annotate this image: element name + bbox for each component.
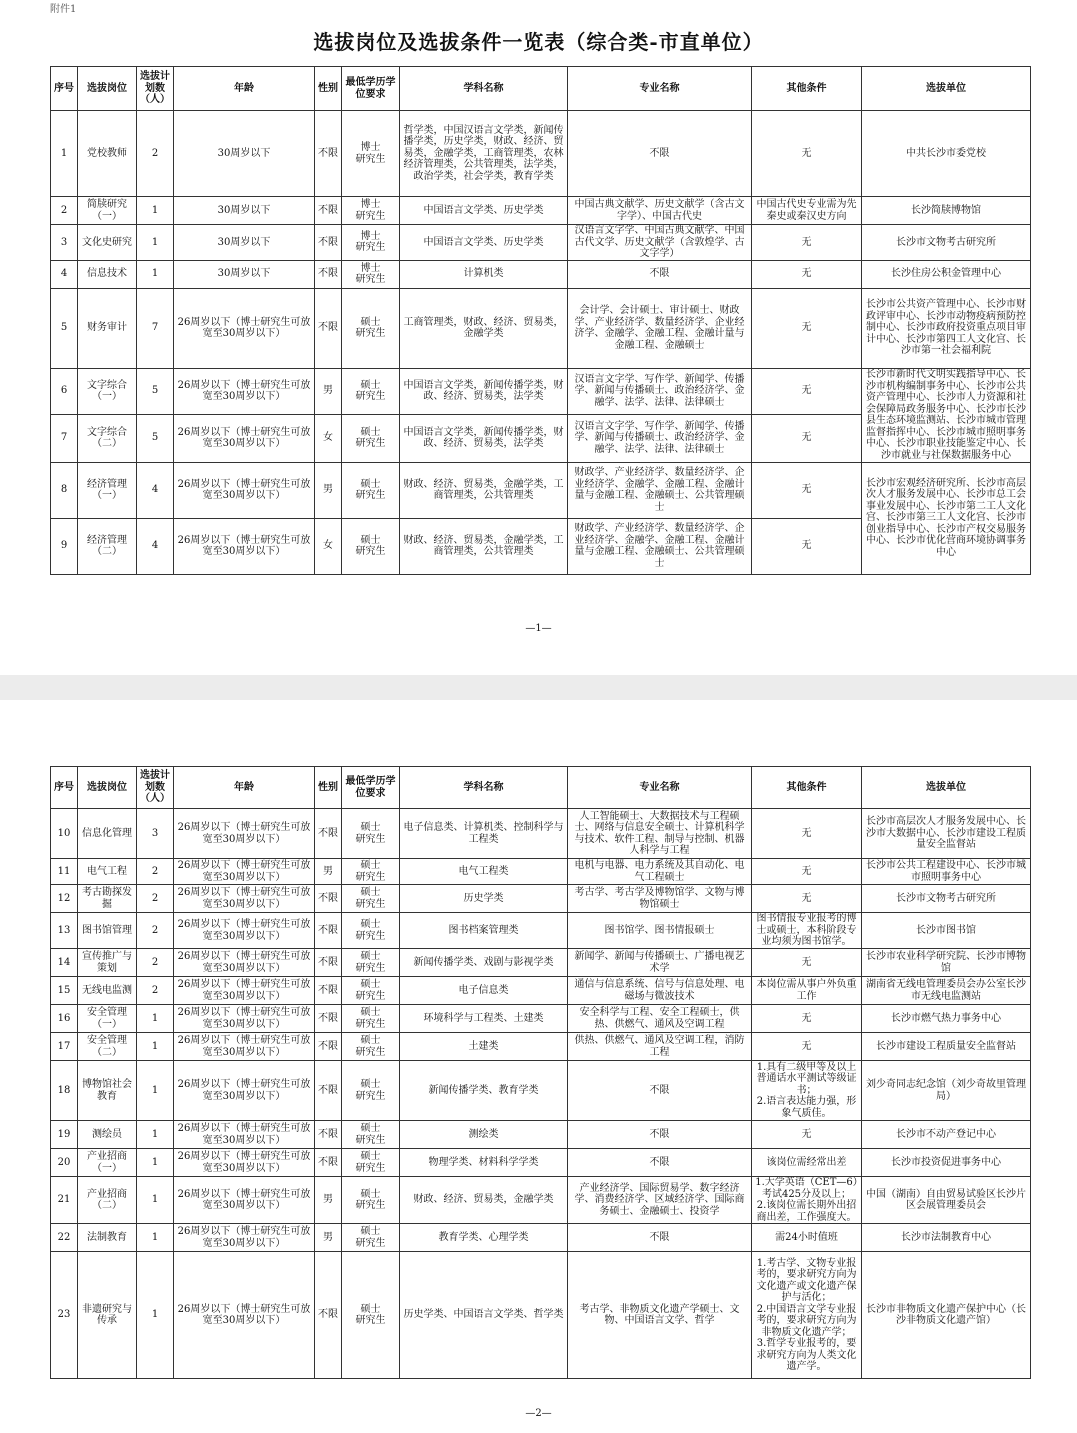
- cell-discipline: 历史学类: [400, 885, 568, 913]
- cell-post: 安全管理（一）: [78, 1005, 137, 1033]
- cell-discipline: 测绘类: [400, 1121, 568, 1149]
- cell-post: 产业招商（一）: [78, 1149, 137, 1177]
- cell-unit: 中国（湖南）自由贸易试验区长沙片区会展管理委员会: [862, 1177, 1031, 1224]
- cell-age: 26周岁以下（博士研究生可放宽至30周岁以下）: [174, 1061, 315, 1121]
- cell-gender: 不限: [315, 1061, 342, 1121]
- table-row: [51, 1149, 1031, 1177]
- cell-major: 不限: [568, 1224, 752, 1252]
- cell-post: 经济管理（二）: [78, 518, 137, 574]
- cell-plan: 2: [137, 913, 174, 949]
- cell-major: 汉语言文字学、中国古典文献学、中国古代文学、历史文献学（含敦煌学、古文字学）: [568, 225, 752, 261]
- cell-discipline: 历史学类、中国语言文学类、哲学类: [400, 1252, 568, 1379]
- cell-other: 无: [752, 885, 862, 913]
- cell-gender: 不限: [315, 949, 342, 977]
- cell-age: 26周岁以下（博士研究生可放宽至30周岁以下）: [174, 1224, 315, 1252]
- cell-post: 文字综合（一）: [78, 368, 137, 414]
- cell-plan: 1: [137, 1061, 174, 1121]
- cell-post: 非遗研究与传承: [78, 1252, 137, 1379]
- cell-unit: 中共长沙市委党校: [862, 111, 1031, 197]
- table-row: [51, 288, 1031, 368]
- cell-discipline: 教育学类、心理学类: [400, 1224, 568, 1252]
- cell-age: 30周岁以下: [174, 197, 315, 225]
- cell-seq: 13: [51, 913, 78, 949]
- page-title: 选拔岗位及选拔条件一览表（综合类-市直单位）: [313, 30, 764, 54]
- cell-discipline: 新闻传播学类、教育学类: [400, 1061, 568, 1121]
- cell-degree: 硕士 研究生: [342, 368, 400, 414]
- header-degree: 最低学历学位要求: [342, 67, 400, 111]
- header-other: 其他条件: [752, 767, 862, 809]
- cell-seq: 20: [51, 1149, 78, 1177]
- cell-post: 经济管理（一）: [78, 462, 137, 518]
- cell-plan: 1: [137, 1177, 174, 1224]
- cell-post: 测绘员: [78, 1121, 137, 1149]
- table-row: [51, 225, 1031, 261]
- cell-gender: 不限: [315, 1005, 342, 1033]
- cell-seq: 2: [51, 197, 78, 225]
- cell-discipline: 中国语言文学类、历史学类: [400, 225, 568, 261]
- page-number-1: —1—: [525, 623, 552, 634]
- cell-discipline: 图书档案管理类: [400, 913, 568, 949]
- cell-plan: 4: [137, 462, 174, 518]
- cell-post: 宣传推广与策划: [78, 949, 137, 977]
- cell-degree: 博士 研究生: [342, 111, 400, 197]
- cell-gender: 不限: [315, 809, 342, 859]
- cell-post: 博物馆社会教育: [78, 1061, 137, 1121]
- header-major: 专业名称: [568, 767, 752, 809]
- cell-gender: 不限: [315, 288, 342, 368]
- cell-unit: 长沙住房公积金管理中心: [862, 260, 1031, 288]
- cell-degree: 硕士 研究生: [342, 809, 400, 859]
- cell-age: 26周岁以下（博士研究生可放宽至30周岁以下）: [174, 462, 315, 518]
- table-row: [51, 1252, 1031, 1379]
- cell-seq: 19: [51, 1121, 78, 1149]
- cell-gender: 不限: [315, 1121, 342, 1149]
- cell-unit: 长沙市公共资产管理中心、长沙市财政评审中心、长沙市动物疫病预防控制中心、长沙市政府投资重点项目审计中心、长沙市第四工人文化宫、长沙市第一社会福利院: [862, 288, 1031, 368]
- cell-seq: 8: [51, 462, 78, 518]
- cell-major: 不限: [568, 260, 752, 288]
- cell-other: 无: [752, 414, 862, 462]
- cell-major: 财政学、产业经济学、数量经济学、企业经济学、金融学、金融工程、金融计量与金融工程、金融硕士、公共管理硕士: [568, 518, 752, 574]
- cell-degree: 硕士 研究生: [342, 1061, 400, 1121]
- header-major: 专业名称: [568, 67, 752, 111]
- cell-post: 党校教师: [78, 111, 137, 197]
- cell-plan: 1: [137, 1252, 174, 1379]
- selection-table-page-1: [50, 66, 1031, 575]
- cell-discipline: 计算机类: [400, 260, 568, 288]
- table-row: [51, 949, 1031, 977]
- cell-plan: 2: [137, 977, 174, 1005]
- table-row: [51, 1033, 1031, 1061]
- cell-unit: 长沙市不动产登记中心: [862, 1121, 1031, 1149]
- cell-discipline: 环境科学与工程类、土建类: [400, 1005, 568, 1033]
- cell-gender: 女: [315, 414, 342, 462]
- table-row: [51, 260, 1031, 288]
- cell-seq: 9: [51, 518, 78, 574]
- table-row: [51, 462, 1031, 518]
- cell-post: 安全管理（二）: [78, 1033, 137, 1061]
- cell-seq: 16: [51, 1005, 78, 1033]
- cell-other: 1.考古学、文物专业报考的，要求研究方向为文化遗产或文化遗产保护与活化； 2.中国语言文学专业报考的，要求研究方向为非物质文化遗产学； 3.哲学专业报考的，要求研究方向为人类文化遗产学。: [752, 1252, 862, 1379]
- cell-seq: 15: [51, 977, 78, 1005]
- cell-other: 无: [752, 859, 862, 885]
- cell-unit: 刘少奇同志纪念馆（刘少奇故里管理局）: [862, 1061, 1031, 1121]
- cell-seq: 12: [51, 885, 78, 913]
- cell-major: 汉语言文字学、写作学、新闻学、传播学、新闻与传播硕士、政治经济学、金融学、法学、法律、法律硕士: [568, 414, 752, 462]
- cell-unit: 长沙市投资促进事务中心: [862, 1149, 1031, 1177]
- cell-other: 无: [752, 809, 862, 859]
- cell-gender: 不限: [315, 225, 342, 261]
- cell-other: 该岗位需经常出差: [752, 1149, 862, 1177]
- cell-gender: 不限: [315, 885, 342, 913]
- cell-degree: 硕士 研究生: [342, 414, 400, 462]
- cell-degree: 硕士 研究生: [342, 1005, 400, 1033]
- cell-other: 无: [752, 225, 862, 261]
- cell-major: 不限: [568, 111, 752, 197]
- cell-other: 本岗位需从事户外负重工作: [752, 977, 862, 1005]
- cell-major: 新闻学、新闻与传播硕士、广播电视艺术学: [568, 949, 752, 977]
- cell-post: 简牍研究（一）: [78, 197, 137, 225]
- table-row: [51, 1177, 1031, 1224]
- cell-age: 26周岁以下（博士研究生可放宽至30周岁以下）: [174, 1252, 315, 1379]
- cell-age: 30周岁以下: [174, 225, 315, 261]
- cell-degree: 硕士 研究生: [342, 518, 400, 574]
- cell-major: 产业经济学、国际贸易学、数字经济学、消费经济学、区域经济学、国际商务硕士、金融硕士、投资学: [568, 1177, 752, 1224]
- header-discipline: 学科名称: [400, 767, 568, 809]
- header-age: 年龄: [174, 67, 315, 111]
- cell-post: 考古勘探发掘: [78, 885, 137, 913]
- cell-age: 26周岁以下（博士研究生可放宽至30周岁以下）: [174, 1149, 315, 1177]
- cell-major: 考古学、考古学及博物馆学、文物与博物馆硕士: [568, 885, 752, 913]
- cell-age: 26周岁以下（博士研究生可放宽至30周岁以下）: [174, 885, 315, 913]
- page-number-2: —2—: [525, 1408, 552, 1419]
- header-discipline: 学科名称: [400, 67, 568, 111]
- cell-seq: 21: [51, 1177, 78, 1224]
- cell-unit: 长沙市农业科学研究院、长沙市博物馆: [862, 949, 1031, 977]
- cell-other: 需24小时值班: [752, 1224, 862, 1252]
- cell-discipline: 土建类: [400, 1033, 568, 1061]
- cell-degree: 硕士 研究生: [342, 1033, 400, 1061]
- cell-plan: 1: [137, 1005, 174, 1033]
- cell-age: 26周岁以下（博士研究生可放宽至30周岁以下）: [174, 949, 315, 977]
- cell-gender: 男: [315, 462, 342, 518]
- cell-post: 信息技术: [78, 260, 137, 288]
- cell-discipline: 工商管理类，财政、经济、贸易类，金融学类: [400, 288, 568, 368]
- cell-post: 无线电监测: [78, 977, 137, 1005]
- header-gender: 性别: [315, 67, 342, 111]
- cell-seq: 7: [51, 414, 78, 462]
- cell-seq: 4: [51, 260, 78, 288]
- cell-other: 无: [752, 518, 862, 574]
- cell-post: 文字综合（二）: [78, 414, 137, 462]
- cell-age: 26周岁以下（博士研究生可放宽至30周岁以下）: [174, 1033, 315, 1061]
- cell-major: 汉语言文字学、写作学、新闻学、传播学、新闻与传播硕士、政治经济学、金融学、法学、法律、法律硕士: [568, 368, 752, 414]
- cell-major: 电机与电器、电力系统及其自动化、电气工程硕士: [568, 859, 752, 885]
- cell-gender: 男: [315, 368, 342, 414]
- cell-degree: 博士 研究生: [342, 197, 400, 225]
- cell-other: 无: [752, 1033, 862, 1061]
- cell-major: 不限: [568, 1121, 752, 1149]
- cell-discipline: 电子信息类: [400, 977, 568, 1005]
- table-row: [51, 1121, 1031, 1149]
- cell-age: 26周岁以下（博士研究生可放宽至30周岁以下）: [174, 518, 315, 574]
- cell-unit: 长沙市宏观经济研究所、长沙市高层次人才服务发展中心、长沙市总工会事业发展中心、长沙市第二工人文化宫、长沙市第三工人文化宫、长沙市创业指导中心、长沙市产权交易服务中心、长沙市优化营商环境协调事务中心: [862, 462, 1031, 574]
- cell-age: 26周岁以下（博士研究生可放宽至30周岁以下）: [174, 913, 315, 949]
- cell-plan: 1: [137, 225, 174, 261]
- cell-post: 财务审计: [78, 288, 137, 368]
- cell-degree: 硕士 研究生: [342, 977, 400, 1005]
- cell-unit: 长沙市建设工程质量安全监督站: [862, 1033, 1031, 1061]
- cell-discipline: 哲学类，中国汉语言文学类，新闻传播学类，历史学类，财政、经济、贸易类，金融学类，工商管理类，农林经济管理类，公共管理类，法学类，政治学类，社会学类，教育学类: [400, 111, 568, 197]
- cell-unit: 长沙市法制教育中心: [862, 1224, 1031, 1252]
- cell-seq: 3: [51, 225, 78, 261]
- cell-gender: 男: [315, 1224, 342, 1252]
- cell-major: 通信与信息系统、信号与信息处理、电磁场与微波技术: [568, 977, 752, 1005]
- cell-plan: 5: [137, 414, 174, 462]
- cell-degree: 硕士 研究生: [342, 913, 400, 949]
- cell-age: 30周岁以下: [174, 111, 315, 197]
- cell-seq: 11: [51, 859, 78, 885]
- header-seq: 序号: [51, 767, 78, 809]
- header-unit: 选拔单位: [862, 767, 1031, 809]
- cell-unit: 长沙市新时代文明实践指导中心、长沙市机构编制事务中心、长沙市公共资产管理中心、长沙市人力资源和社会保障局政务服务中心、长沙市长沙县生态环境监测站、长沙市城市管理监督指挥中心、长沙市城市照明事务中心、长沙市职业技能鉴定中心、长沙市就业与社保数据服务中心: [862, 368, 1031, 462]
- cell-post: 文化史研究: [78, 225, 137, 261]
- cell-gender: 不限: [315, 111, 342, 197]
- cell-discipline: 财政、经济、贸易类，金融学类，工商管理类，公共管理类: [400, 518, 568, 574]
- table-row: [51, 809, 1031, 859]
- cell-major: 中国古典文献学、历史文献学（含古文字学）、中国古代史: [568, 197, 752, 225]
- cell-discipline: 中国语言文学类，新闻传播学类，财政、经济、贸易类，法学类: [400, 368, 568, 414]
- cell-gender: 不限: [315, 197, 342, 225]
- cell-major: 安全科学与工程、安全工程硕士，供热、供燃气、通风及空调工程: [568, 1005, 752, 1033]
- cell-degree: 硕士 研究生: [342, 1177, 400, 1224]
- cell-discipline: 电气工程类: [400, 859, 568, 885]
- attachment-label: 附件1: [50, 4, 77, 15]
- cell-major: 人工智能硕士、大数据技术与工程硕士、网络与信息安全硕士、计算机科学与技术、软件工程、制导与控制、机器人科学与工程: [568, 809, 752, 859]
- cell-major: 图书馆学、图书情报硕士: [568, 913, 752, 949]
- table-row: [51, 859, 1031, 885]
- cell-post: 信息化管理: [78, 809, 137, 859]
- cell-gender: 不限: [315, 977, 342, 1005]
- cell-plan: 2: [137, 949, 174, 977]
- table-row: [51, 1061, 1031, 1121]
- cell-plan: 2: [137, 111, 174, 197]
- header-unit: 选拔单位: [862, 67, 1031, 111]
- cell-age: 26周岁以下（博士研究生可放宽至30周岁以下）: [174, 1005, 315, 1033]
- cell-degree: 硕士 研究生: [342, 1252, 400, 1379]
- cell-other: 1.具有二级甲等及以上普通话水平测试等级证书； 2.语言表达能力强，形象气质佳。: [752, 1061, 862, 1121]
- header-gender: 性别: [315, 767, 342, 809]
- header-plan: 选拔计划数（人）: [137, 67, 174, 111]
- cell-plan: 1: [137, 1149, 174, 1177]
- cell-age: 26周岁以下（博士研究生可放宽至30周岁以下）: [174, 809, 315, 859]
- cell-gender: 女: [315, 518, 342, 574]
- cell-plan: 2: [137, 885, 174, 913]
- cell-major: 不限: [568, 1061, 752, 1121]
- cell-discipline: 新闻传播学类、戏剧与影视学类: [400, 949, 568, 977]
- cell-degree: 硕士 研究生: [342, 949, 400, 977]
- cell-seq: 6: [51, 368, 78, 414]
- cell-plan: 1: [137, 197, 174, 225]
- cell-gender: 不限: [315, 1252, 342, 1379]
- cell-gender: 男: [315, 1177, 342, 1224]
- cell-age: 26周岁以下（博士研究生可放宽至30周岁以下）: [174, 368, 315, 414]
- cell-major: 会计学、会计硕士、审计硕士、财政学、产业经济学、数量经济学、企业经济学、金融学、金融工程、金融计量与金融工程、金融硕士: [568, 288, 752, 368]
- cell-plan: 5: [137, 368, 174, 414]
- cell-other: 图书情报专业报考的博士或硕士，本科阶段专业均须为图书馆学。: [752, 913, 862, 949]
- cell-age: 26周岁以下（博士研究生可放宽至30周岁以下）: [174, 1177, 315, 1224]
- cell-age: 26周岁以下（博士研究生可放宽至30周岁以下）: [174, 977, 315, 1005]
- table-row: [51, 368, 1031, 414]
- cell-unit: 长沙市图书馆: [862, 913, 1031, 949]
- cell-seq: 5: [51, 288, 78, 368]
- cell-age: 26周岁以下（博士研究生可放宽至30周岁以下）: [174, 414, 315, 462]
- cell-discipline: 财政、经济、贸易类，金融学类，工商管理类，公共管理类: [400, 462, 568, 518]
- cell-unit: 长沙市燃气热力事务中心: [862, 1005, 1031, 1033]
- cell-plan: 7: [137, 288, 174, 368]
- cell-unit: 长沙市文物考古研究所: [862, 225, 1031, 261]
- cell-plan: 4: [137, 518, 174, 574]
- cell-age: 30周岁以下: [174, 260, 315, 288]
- cell-seq: 18: [51, 1061, 78, 1121]
- cell-gender: 不限: [315, 1149, 342, 1177]
- cell-seq: 14: [51, 949, 78, 977]
- cell-other: 无: [752, 462, 862, 518]
- cell-seq: 1: [51, 111, 78, 197]
- cell-other: 无: [752, 288, 862, 368]
- table-row: [51, 1005, 1031, 1033]
- cell-discipline: 中国语言文学类、历史学类: [400, 197, 568, 225]
- header-age: 年龄: [174, 767, 315, 809]
- cell-degree: 硕士 研究生: [342, 859, 400, 885]
- cell-degree: 硕士 研究生: [342, 1149, 400, 1177]
- cell-seq: 10: [51, 809, 78, 859]
- cell-post: 电气工程: [78, 859, 137, 885]
- cell-unit: 长沙市文物考古研究所: [862, 885, 1031, 913]
- cell-plan: 2: [137, 859, 174, 885]
- cell-age: 26周岁以下（博士研究生可放宽至30周岁以下）: [174, 1121, 315, 1149]
- cell-degree: 硕士 研究生: [342, 1121, 400, 1149]
- cell-major: 不限: [568, 1149, 752, 1177]
- cell-unit: 长沙简牍博物馆: [862, 197, 1031, 225]
- cell-degree: 硕士 研究生: [342, 288, 400, 368]
- cell-major: 考古学、非物质文化遗产学硕士、文物、中国语言文学、哲学: [568, 1252, 752, 1379]
- cell-unit: 湖南省无线电管理委员会办公室长沙市无线电监测站: [862, 977, 1031, 1005]
- cell-degree: 硕士 研究生: [342, 462, 400, 518]
- cell-plan: 1: [137, 1121, 174, 1149]
- cell-degree: 博士 研究生: [342, 260, 400, 288]
- header-other: 其他条件: [752, 67, 862, 111]
- cell-other: 无: [752, 260, 862, 288]
- cell-plan: 3: [137, 809, 174, 859]
- cell-gender: 不限: [315, 1033, 342, 1061]
- header-plan: 选拔计划数（人）: [137, 767, 174, 809]
- cell-plan: 1: [137, 1224, 174, 1252]
- table-row: [51, 913, 1031, 949]
- header-degree: 最低学历学位要求: [342, 767, 400, 809]
- table-row: [51, 1224, 1031, 1252]
- cell-seq: 22: [51, 1224, 78, 1252]
- cell-major: 供热、供燃气、通风及空调工程，消防工程: [568, 1033, 752, 1061]
- cell-plan: 1: [137, 1033, 174, 1061]
- cell-other: 无: [752, 949, 862, 977]
- cell-plan: 1: [137, 260, 174, 288]
- cell-unit: 长沙市非物质文化遗产保护中心（长沙非物质文化遗产馆）: [862, 1252, 1031, 1379]
- cell-age: 26周岁以下（博士研究生可放宽至30周岁以下）: [174, 859, 315, 885]
- cell-degree: 硕士 研究生: [342, 885, 400, 913]
- header-post: 选拔岗位: [78, 767, 137, 809]
- table-row: [51, 977, 1031, 1005]
- cell-post: 图书馆管理: [78, 913, 137, 949]
- cell-other: 无: [752, 368, 862, 414]
- cell-gender: 不限: [315, 913, 342, 949]
- table-row: [51, 885, 1031, 913]
- cell-discipline: 物理学类、材料科学学类: [400, 1149, 568, 1177]
- cell-other: 无: [752, 1005, 862, 1033]
- cell-age: 26周岁以下（博士研究生可放宽至30周岁以下）: [174, 288, 315, 368]
- cell-major: 财政学、产业经济学、数量经济学、企业经济学、金融学、金融工程、金融计量与金融工程、金融硕士、公共管理硕士: [568, 462, 752, 518]
- cell-discipline: 中国语言文学类，新闻传播学类，财政、经济、贸易类，法学类: [400, 414, 568, 462]
- header-post: 选拔岗位: [78, 67, 137, 111]
- cell-seq: 17: [51, 1033, 78, 1061]
- cell-other: 1.大学英语（CET—6）考试425分及以上； 2.该岗位需长期外出招商出差，工作强度大。: [752, 1177, 862, 1224]
- cell-post: 产业招商（二）: [78, 1177, 137, 1224]
- cell-other: 中国古代史专业需为先秦史或秦汉史方向: [752, 197, 862, 225]
- cell-degree: 硕士 研究生: [342, 1224, 400, 1252]
- cell-seq: 23: [51, 1252, 78, 1379]
- cell-discipline: 电子信息类、计算机类、控制科学与工程类: [400, 809, 568, 859]
- table-row: [51, 197, 1031, 225]
- cell-unit: 长沙市高层次人才服务发展中心、长沙市大数据中心、长沙市建设工程质量安全监督站: [862, 809, 1031, 859]
- page-gap: [0, 675, 1077, 700]
- cell-other: 无: [752, 111, 862, 197]
- cell-discipline: 财政、经济、贸易类，金融学类: [400, 1177, 568, 1224]
- selection-table-page-2: [50, 766, 1031, 1379]
- header-seq: 序号: [51, 67, 78, 111]
- table-row: [51, 111, 1031, 197]
- cell-post: 法制教育: [78, 1224, 137, 1252]
- cell-gender: 不限: [315, 260, 342, 288]
- cell-other: 无: [752, 1121, 862, 1149]
- cell-unit: 长沙市公共工程建设中心、长沙市城市照明事务中心: [862, 859, 1031, 885]
- cell-degree: 博士 研究生: [342, 225, 400, 261]
- cell-gender: 男: [315, 859, 342, 885]
